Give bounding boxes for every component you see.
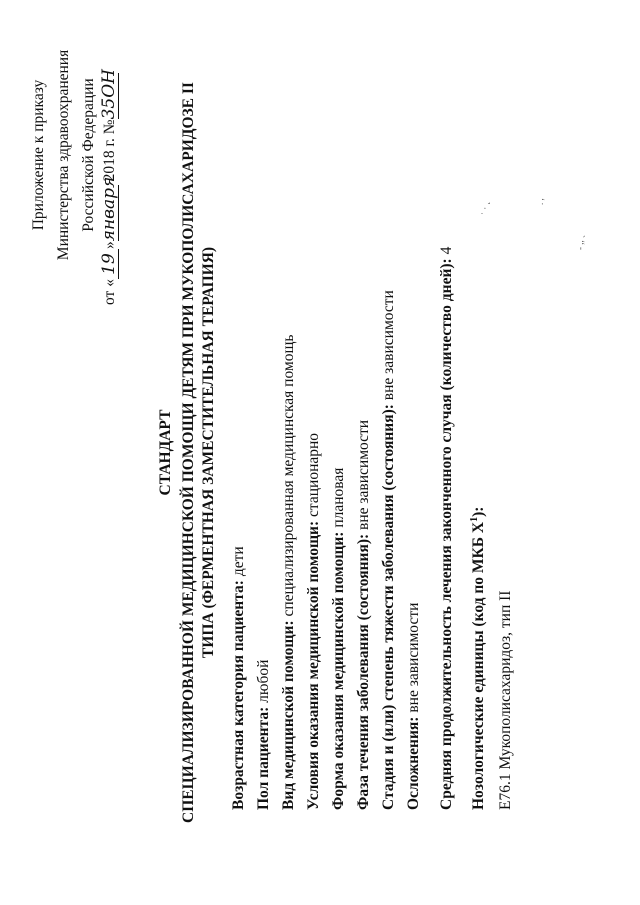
field-value: вне зависимости bbox=[405, 602, 422, 713]
field-value: любой bbox=[255, 659, 272, 703]
date-month-handwritten: января bbox=[99, 176, 119, 242]
field-row bbox=[230, 546, 248, 810]
field-row bbox=[280, 335, 298, 811]
field-label: Форма оказания медицинской помощи: bbox=[330, 531, 347, 810]
field-label: Нозологические единицы (код по МКБ X bbox=[470, 521, 488, 810]
field-value: 4 bbox=[438, 246, 455, 255]
date-separator: » bbox=[101, 241, 118, 250]
scan-mark: ˙ · ˛ bbox=[480, 201, 490, 215]
field-row bbox=[466, 507, 488, 810]
approval-date-line bbox=[99, 68, 119, 305]
scan-mark: . , bbox=[535, 198, 545, 205]
field-row bbox=[355, 420, 373, 810]
approval-line-1: Приложение к приказу bbox=[30, 79, 47, 231]
field-value: вне зависимости bbox=[355, 419, 372, 530]
field-label-suffix: ): bbox=[470, 506, 488, 517]
field-row bbox=[330, 468, 348, 810]
order-number-handwritten: 35ОН bbox=[99, 68, 119, 120]
field-value: вне зависимости bbox=[380, 290, 397, 401]
approval-line-2: Министерства здравоохранения bbox=[55, 49, 72, 261]
scan-mark: - ,, ˎ bbox=[575, 235, 585, 250]
field-row bbox=[405, 603, 423, 810]
field-row bbox=[305, 433, 323, 810]
field-row bbox=[255, 660, 273, 810]
date-day-handwritten: 19 bbox=[101, 249, 119, 279]
field-value: дети bbox=[230, 546, 247, 577]
date-year: 2018 г. № bbox=[101, 119, 118, 182]
field-value: плановая bbox=[330, 467, 347, 528]
field-label: Возрастная категория пациента: bbox=[230, 580, 247, 810]
field-label: Фаза течения заболевания (состояния): bbox=[355, 533, 372, 810]
doc-heading: СТАНДАРТ bbox=[157, 409, 174, 496]
field-label: Вид медицинской помощи: bbox=[280, 620, 297, 810]
footnote-marker: 1 bbox=[469, 516, 480, 522]
field-row bbox=[438, 247, 456, 810]
field-value: стационарно bbox=[305, 432, 322, 517]
field-row bbox=[380, 290, 398, 810]
field-label: Условия оказания медицинской помощи: bbox=[305, 520, 322, 810]
field-label: Стадия и (или) степень тяжести заболевания (состояния): bbox=[380, 404, 397, 810]
date-prefix: от « bbox=[101, 279, 118, 305]
field-value: специализированная медицинская помощь bbox=[280, 334, 297, 617]
field-label: Средняя продолжительность лечения законченного случая (количество дней): bbox=[438, 258, 455, 810]
field-label: Пол пациента: bbox=[255, 706, 272, 810]
diagnosis-line: E76.1 Мукополисахаридоз, тип II bbox=[497, 590, 514, 810]
doc-title-line-2: ТИПА (ФЕРМЕНТНАЯ ЗАМЕСТИТЕЛЬНАЯ ТЕРАПИЯ) bbox=[200, 246, 217, 659]
doc-title-line-1: СПЕЦИАЛИЗИРОВАННОЙ МЕДИЦИНСКОЙ ПОМОЩИ ДЕТЯМ ПРИ МУКОПОЛИСАХАРИДОЗЕ II bbox=[180, 82, 197, 823]
field-label: Осложнения: bbox=[405, 716, 422, 810]
approval-line-3: Российской Федерации bbox=[80, 78, 97, 232]
